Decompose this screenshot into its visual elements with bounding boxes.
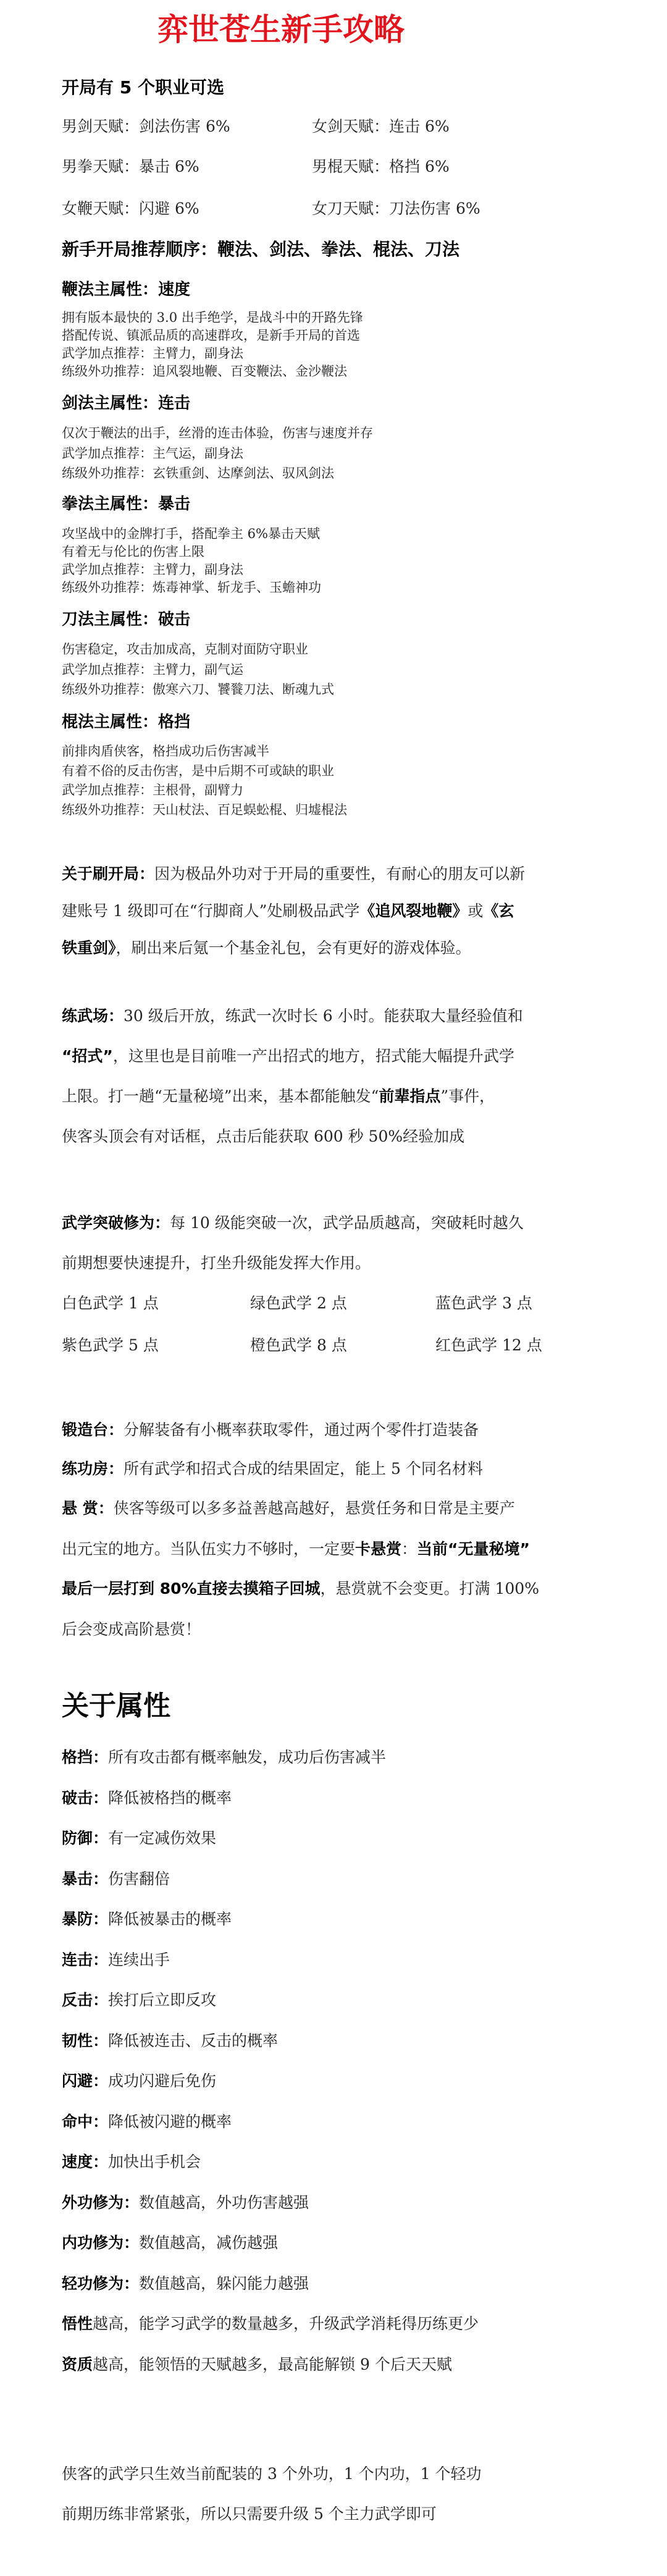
attribute-name: 命中：	[62, 2113, 109, 2131]
attribute-row	[62, 1948, 170, 1970]
class-heading-blade: 刀法主属性：破击	[62, 610, 191, 629]
class-line: 武学加点推荐：主根骨，副臂力	[62, 783, 243, 798]
highlight-skill: 铁重剑》	[62, 939, 116, 957]
attribute-name: 暴击：	[62, 1870, 109, 1888]
breakthrough-points: 紫色武学 5 点	[62, 1336, 159, 1354]
class-line: 搭配传说、镇派品质的高速群攻，是新手开局的首选	[62, 328, 360, 343]
breakthrough-points: 蓝色武学 3 点	[435, 1294, 532, 1312]
attribute-desc: 数值越高，外功伤害越强	[139, 2194, 309, 2212]
class-line: 攻坚战中的金牌打手，搭配拳主 6%暴击天赋	[62, 526, 320, 541]
attribute-desc: 越高，能领悟的天赋越多，最高能解锁 9 个后天天赋	[93, 2355, 452, 2373]
attribute-name: 外功修为：	[62, 2194, 140, 2212]
attribute-row	[62, 2069, 216, 2091]
bounty-line-2: 出元宝的地方。当队伍实力不够时，一定要卡悬赏：当前“无量秘境”	[62, 1540, 530, 1558]
forge-line: 锻造台：分解装备有小概率获取零件，通过两个零件打造装备	[62, 1421, 479, 1439]
attribute-desc: 连续出手	[108, 1951, 170, 1969]
class-line: 拥有版本最快的 3.0 出手绝学，是战斗中的开路先锋	[62, 310, 363, 325]
talent-item: 男棍天赋：格挡 6%	[312, 158, 450, 175]
attribute-name: 内功修为：	[62, 2234, 140, 2252]
attribute-desc: 降低被连击、反击的概率	[108, 2032, 279, 2050]
attribute-desc: 数值越高，躲闪能力越强	[139, 2275, 309, 2292]
attribute-row	[62, 1907, 232, 1929]
attribute-desc: 加快出手机会	[108, 2153, 201, 2171]
class-line: 有着无与伦比的伤害上限	[62, 544, 204, 559]
bounty-label: 悬 赏：	[62, 1499, 114, 1517]
class-line: 武学加点推荐：主臂力，副身法	[62, 562, 243, 577]
class-line: 武学加点推荐：主气运，副身法	[62, 446, 243, 461]
attribute-row	[62, 1786, 232, 1808]
attribute-desc: 降低被闪避的概率	[108, 2113, 232, 2131]
footer-line-1: 侠客的武学只生效当前配装的 3 个外功，1 个内功，1 个轻功	[62, 2465, 482, 2483]
attribute-row	[62, 2352, 452, 2375]
breakthrough-points: 绿色武学 2 点	[250, 1294, 347, 1312]
breakthrough-points: 红色武学 12 点	[435, 1336, 542, 1354]
attribute-name: 闪避：	[62, 2072, 109, 2090]
attribute-name: 破击：	[62, 1789, 109, 1807]
class-heading-fist: 拳法主属性：暴击	[62, 495, 191, 513]
reroll-label: 关于刷开局：	[62, 865, 155, 883]
attribute-name: 轻功修为：	[62, 2275, 140, 2292]
attribute-name: 资质	[62, 2355, 93, 2373]
attributes-heading: 关于属性	[62, 1690, 170, 1722]
attribute-name: 悟性	[62, 2315, 93, 2333]
class-line: 练级外功推荐：追风裂地鞭、百变鞭法、金沙鞭法	[62, 364, 347, 379]
reroll-line-2: 建账号 1 级即可在“行脚商人”处刷极品武学《追风裂地鞭》或《玄	[62, 902, 514, 920]
page-title: 弈世苍生新手攻略	[157, 12, 405, 48]
attribute-name: 速度：	[62, 2153, 109, 2171]
class-line: 仅次于鞭法的出手，丝滑的连击体验，伤害与速度并存	[62, 426, 373, 440]
training-line-4: 侠客头顶会有对话框，点击后能获取 600 秒 50%经验加成	[62, 1127, 465, 1145]
attribute-name: 暴防：	[62, 1910, 109, 1928]
training-line-1: 练武场：30 级后开放，练武一次时长 6 小时。能获取大量经验值和	[62, 1007, 523, 1025]
attribute-row	[62, 1826, 216, 1848]
attribute-name: 防御：	[62, 1829, 109, 1847]
practice-label: 练功房：	[62, 1460, 124, 1478]
class-line: 伤害稳定，攻击加成高，克制对面防守职业	[62, 642, 308, 657]
attribute-row	[62, 2029, 278, 2051]
class-heading-whip: 鞭法主属性：速度	[62, 280, 191, 299]
bounty-line-3: 最后一层打到 80%直接去摸箱子回城，悬赏就不会变更。打满 100%	[62, 1580, 539, 1597]
training-line-3: 上限。打一趟“无量秘境”出来，基本都能触发“前辈指点”事件，	[62, 1087, 495, 1105]
footer-line-2: 前期历练非常紧张，所以只需要升级 5 个主力武学即可	[62, 2505, 437, 2523]
class-line: 练级外功推荐：炼毒神掌、斩龙手、玉蟾神功	[62, 580, 321, 595]
talent-item: 女鞭天赋：闪避 6%	[62, 200, 199, 217]
attribute-desc: 有一定减伤效果	[108, 1829, 217, 1847]
attribute-desc: 挨打后立即反攻	[108, 1991, 217, 2009]
highlight-term: 当前“无量秘境”	[417, 1540, 530, 1558]
attribute-row	[62, 2110, 232, 2132]
attribute-row	[62, 2191, 309, 2213]
talent-item: 女剑天赋：连击 6%	[312, 117, 450, 135]
breakthrough-points: 白色武学 1 点	[62, 1294, 159, 1312]
attribute-row	[62, 1867, 170, 1889]
attribute-desc: 成功闪避后免伤	[108, 2072, 217, 2090]
breakthrough-points: 橙色武学 8 点	[250, 1336, 347, 1354]
class-heading-sword: 剑法主属性：连击	[62, 394, 191, 413]
recommended-order: 新手开局推荐顺序：鞭法、剑法、拳法、棍法、刀法	[62, 239, 460, 259]
training-line-2: “招式”，这里也是目前唯一产出招式的地方，招式能大幅提升武学	[62, 1047, 514, 1065]
talent-item: 男拳天赋：暴击 6%	[62, 158, 199, 175]
class-line: 武学加点推荐：主臂力，副气运	[62, 662, 243, 677]
reroll-line-3: 铁重剑》，刷出来后氪一个基金礼包，会有更好的游戏体验。	[62, 939, 471, 957]
attribute-row	[62, 1745, 386, 1767]
highlight-term: 卡悬赏	[355, 1540, 402, 1558]
class-line: 练级外功推荐：玄铁重剑、达摩剑法、驭风剑法	[62, 466, 334, 481]
bounty-line-1: 悬 赏：侠客等级可以多多益善越高越好，悬赏任务和日常是主要产	[62, 1499, 515, 1517]
breakthrough-line-2: 前期想要快速提升，打坐升级能发挥大作用。	[62, 1254, 371, 1272]
class-line: 武学加点推荐：主臂力，副身法	[62, 346, 243, 361]
attribute-name: 韧性：	[62, 2032, 109, 2050]
attribute-desc: 降低被暴击的概率	[108, 1910, 232, 1928]
class-line: 有着不俗的反击伤害，是中后期不可或缺的职业	[62, 764, 334, 778]
breakthrough-line-1: 武学突破修为：每 10 级能突破一次，武学品质越高，突破耗时越久	[62, 1214, 524, 1232]
highlight-term: “招式”	[62, 1047, 113, 1065]
attribute-name: 反击：	[62, 1991, 109, 2009]
class-heading-staff: 棍法主属性：格挡	[62, 713, 191, 731]
intro-heading: 开局有 5 个职业可选	[62, 77, 224, 98]
highlight-skill: 《玄	[483, 902, 514, 920]
attribute-desc: 所有攻击都有概率触发，成功后伤害减半	[108, 1748, 387, 1766]
attribute-row	[62, 2150, 201, 2172]
bounty-line-4: 后会变成高阶悬赏！	[62, 1620, 201, 1638]
attribute-desc: 降低被格挡的概率	[108, 1789, 232, 1807]
attribute-name: 连击：	[62, 1951, 109, 1969]
attribute-row	[62, 2312, 479, 2334]
training-label: 练武场：	[62, 1007, 124, 1025]
reroll-line-1: 关于刷开局：因为极品外功对于开局的重要性，有耐心的朋友可以新	[62, 865, 526, 883]
highlight-skill: 《追风裂地鞭》	[359, 902, 468, 920]
practice-line: 练功房：所有武学和招式合成的结果固定，能上 5 个同名材料	[62, 1460, 483, 1478]
highlight-term: 最后一层打到 80%直接去摸箱子回城	[62, 1580, 321, 1597]
attribute-desc: 越高，能学习武学的数量越多，升级武学消耗得历练更少	[93, 2315, 479, 2333]
attribute-name: 格挡：	[62, 1748, 109, 1766]
forge-label: 锻造台：	[62, 1421, 124, 1439]
class-line: 练级外功推荐：天山杖法、百足蜈蚣棍、归墟棍法	[62, 802, 347, 817]
talent-item: 女刀天赋：刀法伤害 6%	[312, 200, 480, 217]
highlight-term: 前辈指点	[379, 1087, 441, 1105]
attribute-desc: 伤害翻倍	[108, 1870, 170, 1888]
breakthrough-label: 武学突破修为：	[62, 1214, 170, 1232]
talent-item: 男剑天赋：剑法伤害 6%	[62, 117, 230, 135]
attribute-row	[62, 1988, 216, 2010]
attribute-row	[62, 2231, 278, 2253]
class-line: 前排肉盾侠客，格挡成功后伤害减半	[62, 744, 269, 759]
attribute-row	[62, 2271, 309, 2294]
attribute-desc: 数值越高，减伤越强	[139, 2234, 279, 2252]
class-line: 练级外功推荐：傲寒六刀、饕餮刀法、断魂九式	[62, 682, 334, 697]
